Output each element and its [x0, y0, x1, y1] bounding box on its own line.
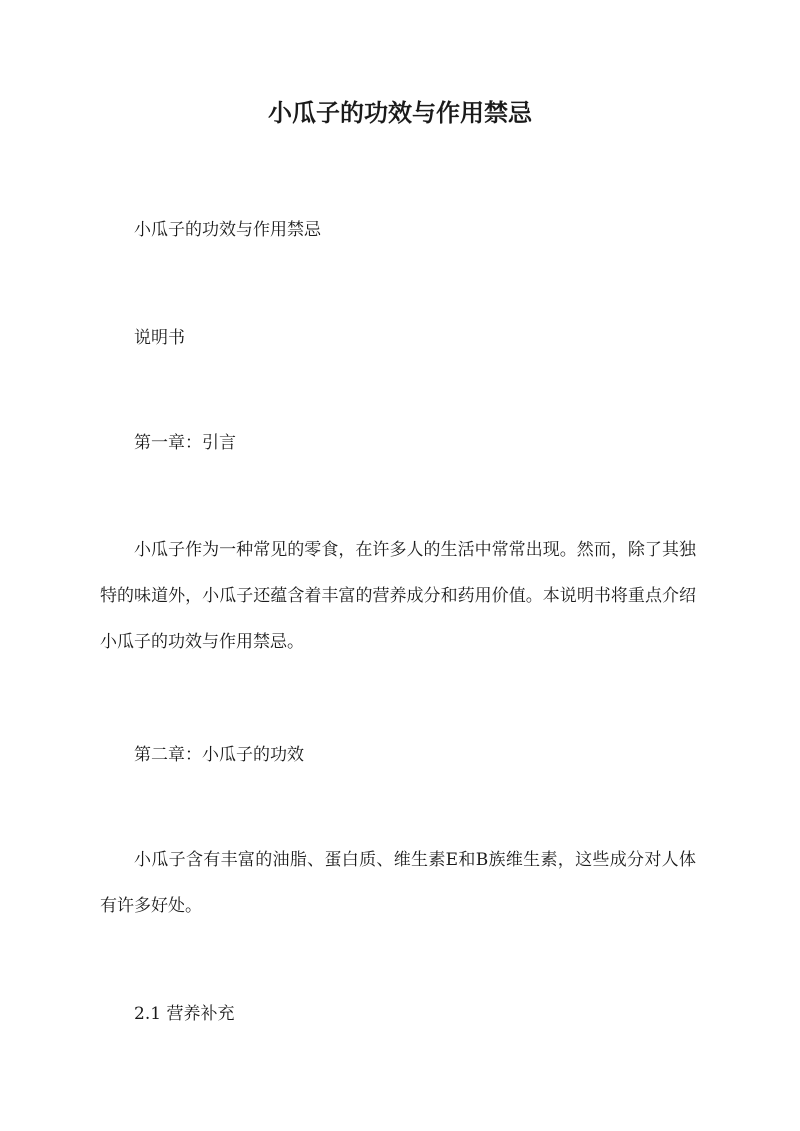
section-2-1-heading: 2.1 营养补充: [134, 1004, 235, 1024]
subtitle-paragraph: 小瓜子的功效与作用禁忌: [134, 220, 321, 240]
intro-paragraph: 小瓜子作为一种常见的零食，在许多人的生活中常常出现。然而，除了其独特的味道外，小瓜子还蕴含着丰富的营养成分和药用价值。本说明书将重点介绍小瓜子的功效与作用禁忌。: [100, 540, 696, 652]
manual-label-paragraph: 说明书: [134, 328, 185, 348]
document-title: 小瓜子的功效与作用禁忌: [268, 98, 532, 127]
benefits-paragraph: 小瓜子含有丰富的油脂、蛋白质、维生素E和B族维生素，这些成分对人体有许多好处。: [100, 850, 696, 916]
chapter-2-heading: 第二章：小瓜子的功效: [134, 745, 304, 765]
chapter-1-heading: 第一章：引言: [134, 433, 236, 453]
